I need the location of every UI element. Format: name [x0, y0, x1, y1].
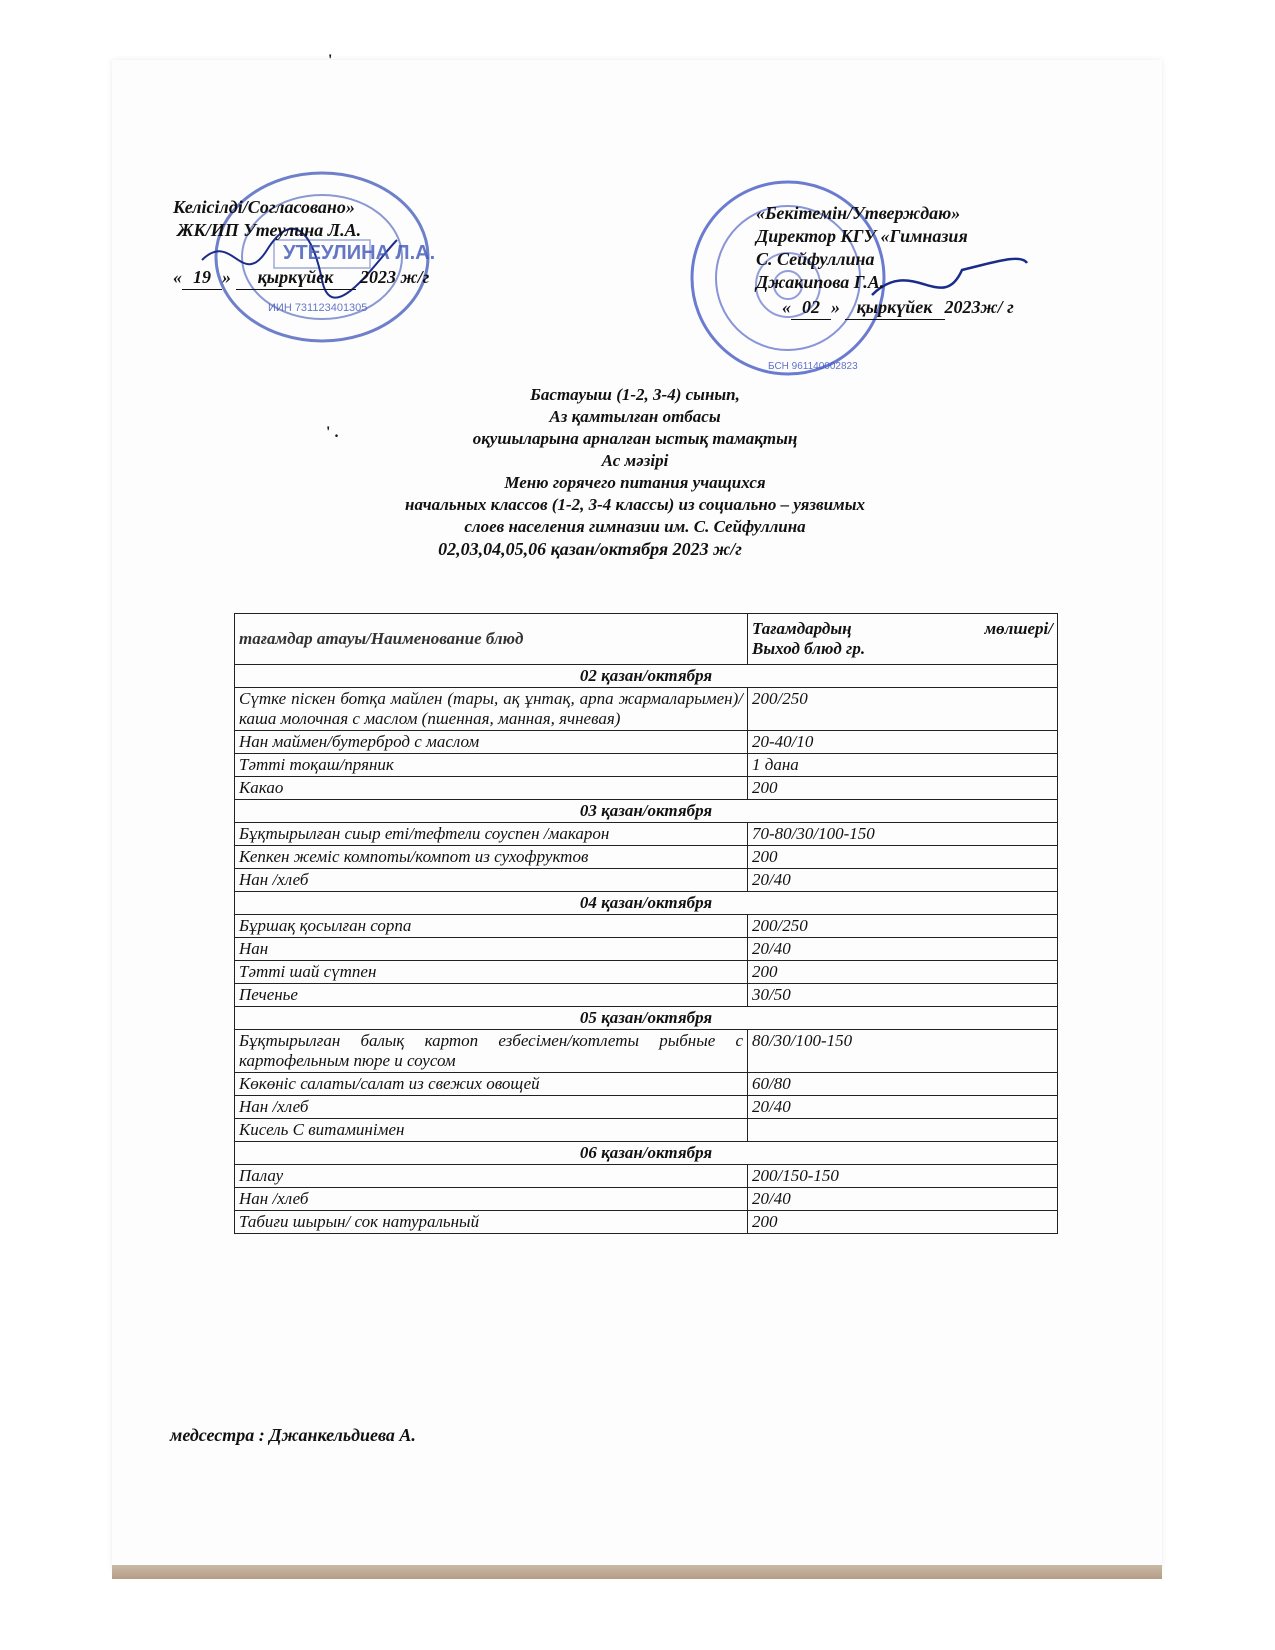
- dish-portion: 60/80: [748, 1073, 1058, 1096]
- dish-name: Табиғи шырын/ сок натуральный: [235, 1211, 748, 1234]
- dish-portion: 20-40/10: [748, 731, 1058, 754]
- approved-person: Джакипова Г.А.: [756, 272, 885, 292]
- dish-name: Кисель С витаминімен: [235, 1119, 748, 1142]
- footer-nurse: медсестра : Джанкельдиева А.: [170, 1425, 416, 1445]
- mark: ' .: [326, 424, 339, 441]
- table-header-row: [235, 614, 1058, 665]
- table-row: [235, 938, 1058, 961]
- dish-portion: 70-80/30/100-150: [748, 823, 1058, 846]
- dish-name: Көкөніс салаты/салат из свежих овощей: [235, 1073, 748, 1096]
- dish-name: Тәтті тоқаш/пряник: [235, 754, 748, 777]
- header-portion-part: Выход блюд гр.: [752, 639, 866, 658]
- dish-name: Палау: [235, 1165, 748, 1188]
- table-row: [235, 1188, 1058, 1211]
- quote-open: «: [173, 267, 182, 287]
- table-row: [235, 754, 1058, 777]
- dish-portion: 200/250: [748, 688, 1058, 731]
- approved-school: С. Сейфуллина: [756, 249, 875, 269]
- day-label: 02 қазан/октября: [235, 665, 1058, 688]
- dish-portion: 80/30/100-150: [748, 1030, 1058, 1073]
- day-header-row: [235, 1007, 1058, 1030]
- quote-close: »: [222, 267, 231, 287]
- dish-portion: 20/40: [748, 1096, 1058, 1119]
- table-row: [235, 823, 1058, 846]
- header-portion-part: мөлшері/: [984, 619, 1053, 638]
- approved-position: Директор КГУ «Гимназия: [756, 226, 968, 246]
- dish-name: Сүтке піскен ботқа майлен (тары, ақ ұнтақ, арпа жармаларымен)/ каша молочная с маслом (пшенная, манная, ячневая): [235, 688, 748, 731]
- dish-name: Нан /хлеб: [235, 1096, 748, 1119]
- approved-date: [756, 296, 1014, 320]
- day-header-row: [235, 892, 1058, 915]
- table-row: [235, 1096, 1058, 1119]
- dish-name: Тәтті шай сүтпен: [235, 961, 748, 984]
- quote-open: «: [782, 297, 791, 317]
- day-header-row: [235, 800, 1058, 823]
- agreed-date: [173, 266, 429, 290]
- dish-name: Бұқтырылған сиыр еті/тефтели соуспен /макарон: [235, 823, 748, 846]
- dish-portion: 200/250: [748, 915, 1058, 938]
- dish-name: Бұршақ қосылған сорпа: [235, 915, 748, 938]
- day-label: 03 қазан/октября: [235, 800, 1058, 823]
- approved-block: [756, 202, 1014, 320]
- paper-bottom-edge: [112, 1565, 1162, 1579]
- document-title: [300, 384, 970, 560]
- table-row: [235, 1211, 1058, 1234]
- table-row: [235, 731, 1058, 754]
- title-line: начальных классов (1-2, 3-4 классы) из социально – уязвимых: [405, 495, 865, 514]
- dish-name: Нан маймен/бутерброд с маслом: [235, 731, 748, 754]
- table-row: [235, 1119, 1058, 1142]
- title-line: Бастауыш (1-2, 3-4) сынып,: [530, 385, 740, 404]
- title-line: слоев населения гимназии им. С. Сейфуллина: [464, 517, 806, 536]
- mark: ': [328, 52, 333, 69]
- table-row: [235, 1165, 1058, 1188]
- agreed-month: қыркүйек: [236, 266, 356, 290]
- day-header-row: [235, 1142, 1058, 1165]
- table-row: [235, 688, 1058, 731]
- header-dish-name: тағамдар атауы/Наименование блюд: [235, 614, 748, 665]
- dish-portion: 200: [748, 961, 1058, 984]
- quote-close: »: [831, 297, 840, 317]
- agreed-person: ЖК/ИП Утеулина Л.А.: [177, 220, 362, 240]
- title-line: Аз қамтылған отбасы: [549, 407, 721, 426]
- agreed-year: 2023 ж/г: [360, 267, 430, 287]
- approved-title: «Бекітемін/Утверждаю»: [756, 203, 961, 223]
- approved-year: 2023ж/ г: [944, 297, 1014, 317]
- table-row: [235, 961, 1058, 984]
- title-line: оқушыларына арналған ыстық тамақтың: [472, 429, 798, 448]
- approved-month: қыркүйек: [845, 296, 945, 320]
- dish-portion: [748, 1119, 1058, 1142]
- table-row: [235, 915, 1058, 938]
- dish-portion: 30/50: [748, 984, 1058, 1007]
- approved-day: 02: [791, 296, 831, 320]
- dish-name: Нан: [235, 938, 748, 961]
- agreed-day: 19: [182, 266, 222, 290]
- dish-portion: 20/40: [748, 938, 1058, 961]
- header-portion-part: Тағамдардың: [752, 619, 852, 638]
- dish-portion: 200: [748, 846, 1058, 869]
- dish-portion: 20/40: [748, 1188, 1058, 1211]
- day-label: 05 қазан/октября: [235, 1007, 1058, 1030]
- dish-portion: 200: [748, 777, 1058, 800]
- day-header-row: [235, 665, 1058, 688]
- header-portion: [748, 614, 1058, 665]
- dish-name: Нан /хлеб: [235, 1188, 748, 1211]
- title-line: Меню горячего питания учащихся: [504, 473, 766, 492]
- table-row: [235, 846, 1058, 869]
- stamp-text-bin: БСН 961140002823: [768, 361, 858, 372]
- dish-portion: 200: [748, 1211, 1058, 1234]
- dish-name: Нан /хлеб: [235, 869, 748, 892]
- table-row: [235, 1030, 1058, 1073]
- dish-portion: 200/150-150: [748, 1165, 1058, 1188]
- dish-portion: 20/40: [748, 869, 1058, 892]
- table-row: [235, 777, 1058, 800]
- stamp-text-iin: ИИН 731123401305: [268, 302, 368, 314]
- table-row: [235, 1073, 1058, 1096]
- agreed-title: Келісілді/Согласовано»: [173, 197, 355, 217]
- table-row: [235, 869, 1058, 892]
- stamp-text-name: УТЕУЛИНА Л.А.: [283, 242, 436, 264]
- day-label: 04 қазан/октября: [235, 892, 1058, 915]
- dish-name: Какао: [235, 777, 748, 800]
- title-line-dates: 02,03,04,05,06 қазан/октября 2023 ж/г: [438, 539, 742, 559]
- dish-name: Кепкен жеміс компоты/компот из сухофруктов: [235, 846, 748, 869]
- table-row: [235, 984, 1058, 1007]
- day-label: 06 қазан/октября: [235, 1142, 1058, 1165]
- dish-portion: 1 дана: [748, 754, 1058, 777]
- dish-name: Печенье: [235, 984, 748, 1007]
- dish-name: Бұқтырылған балық картоп езбесімен/котлеты рыбные с картофельным пюре и соусом: [235, 1030, 748, 1073]
- agreed-block: [173, 196, 429, 290]
- title-line: Ас мәзірі: [601, 451, 669, 470]
- menu-table: [234, 613, 1058, 1234]
